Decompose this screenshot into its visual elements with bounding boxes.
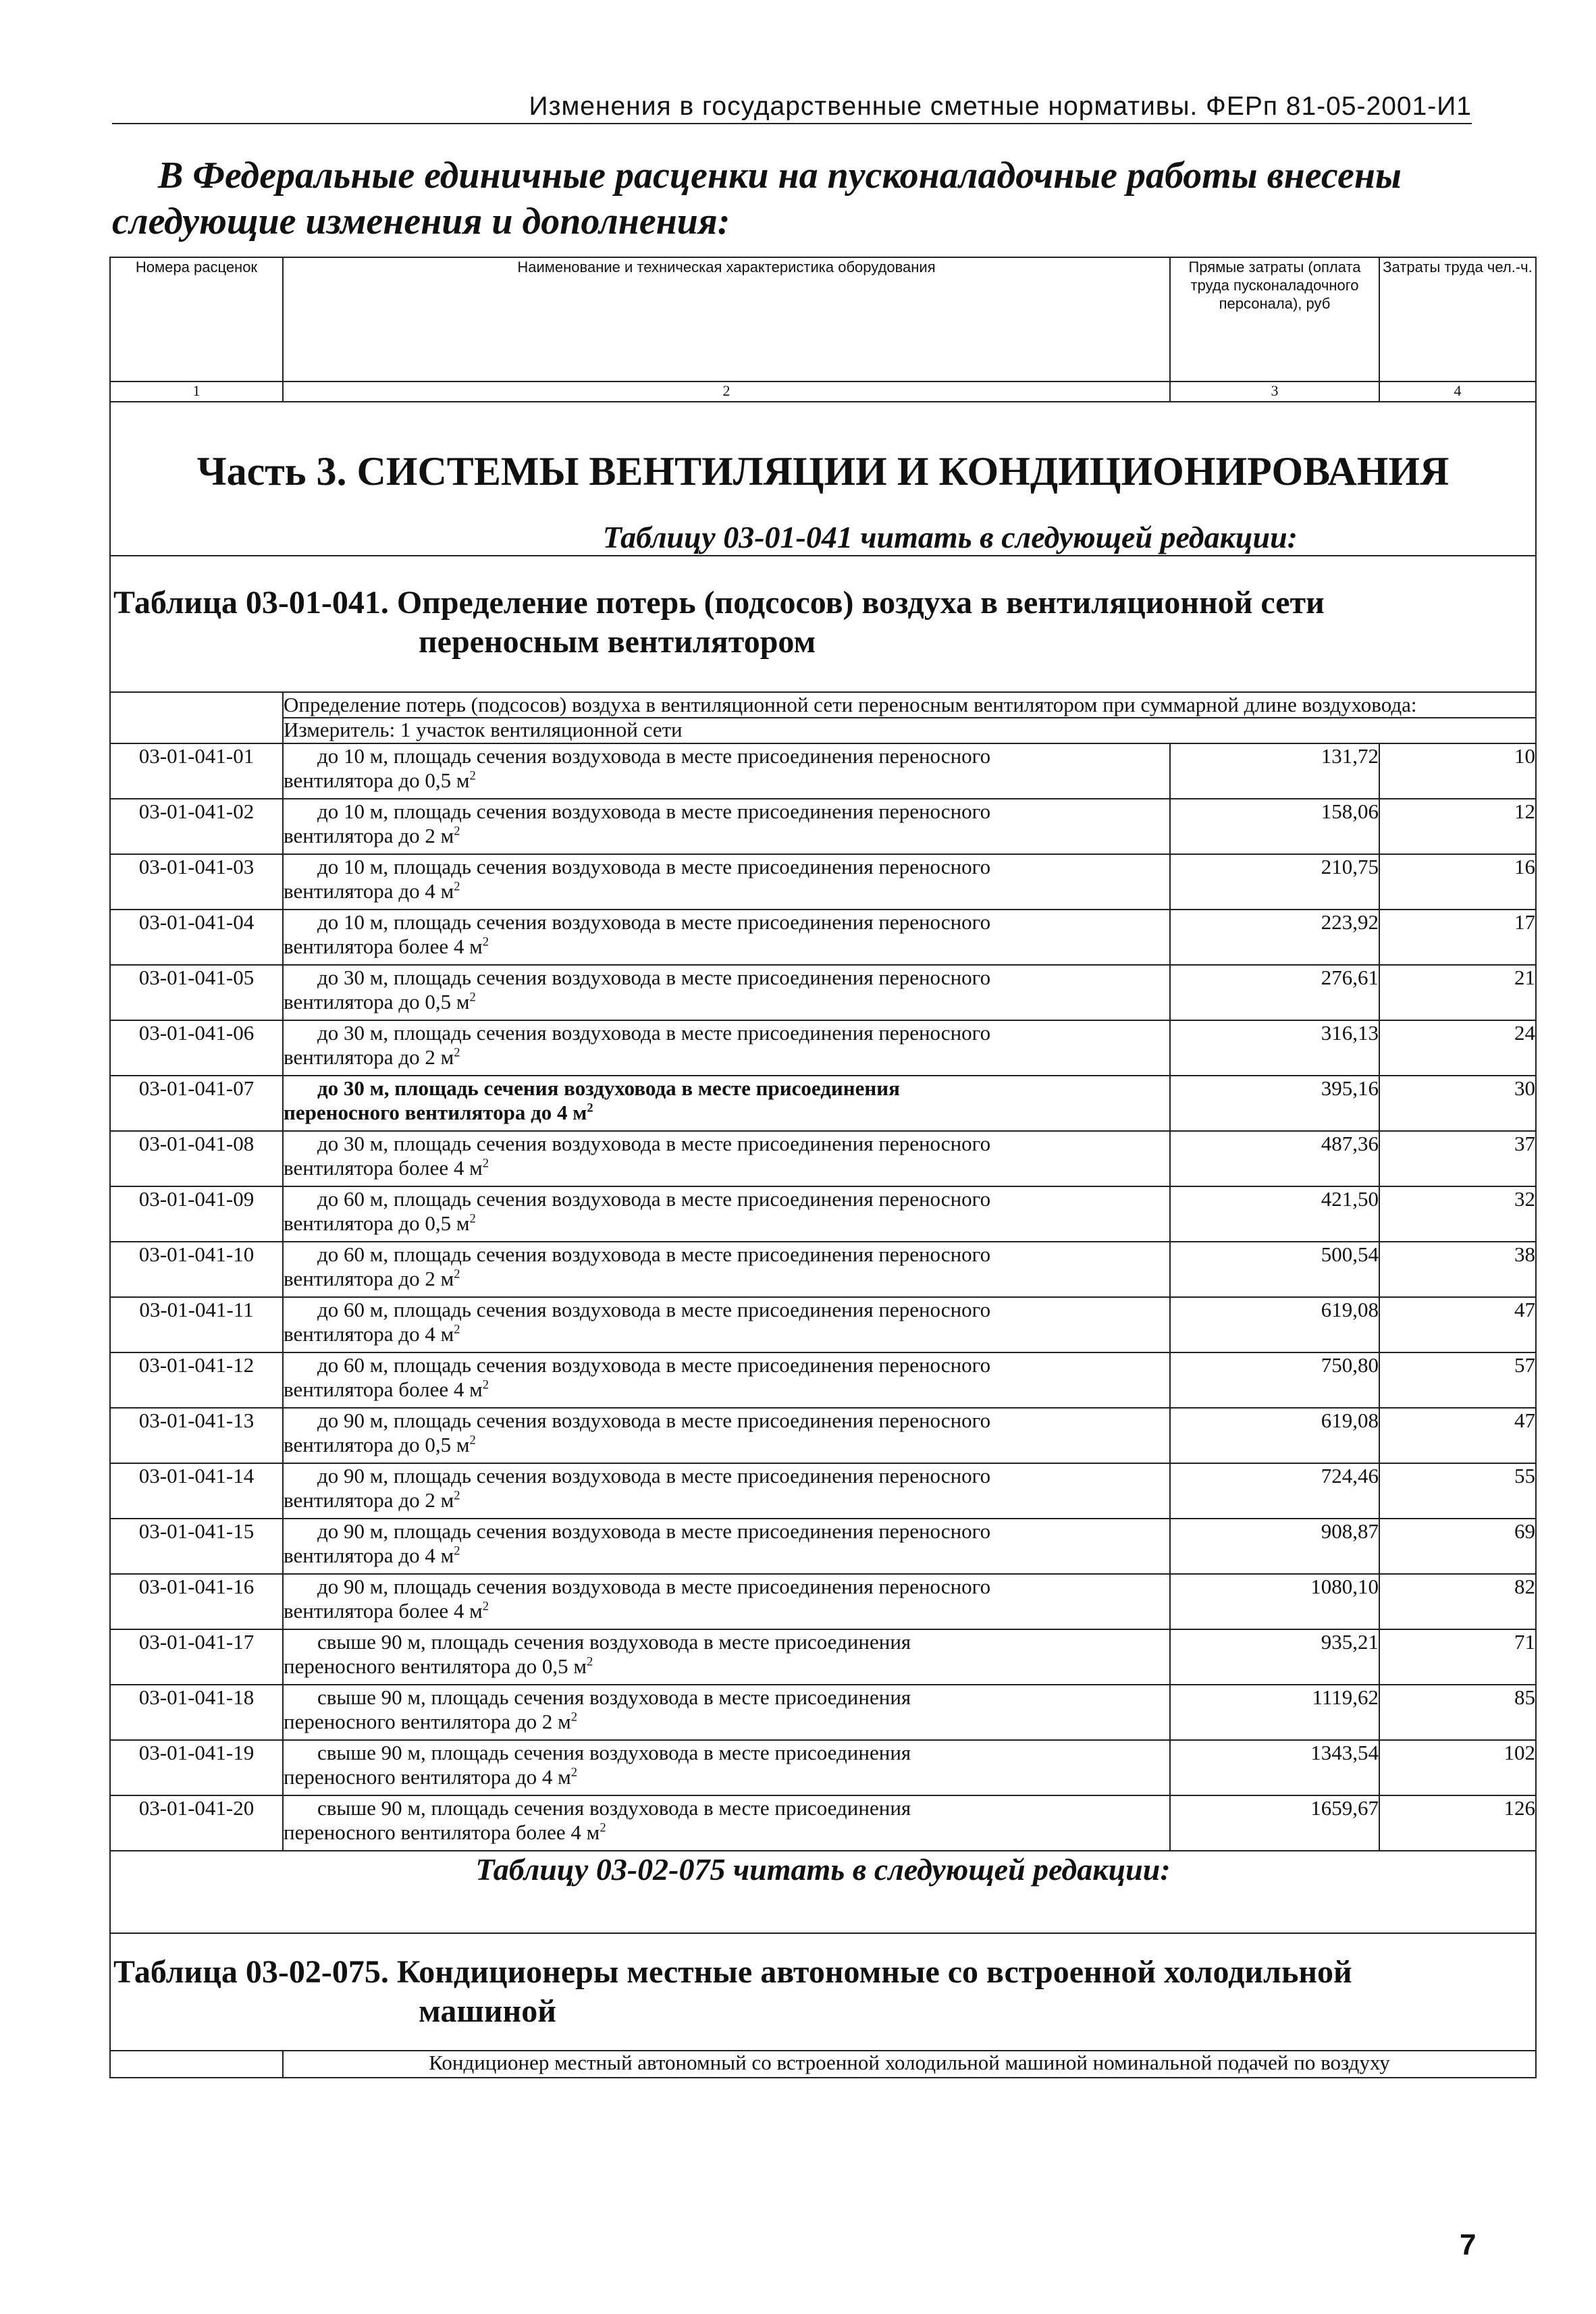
rate-description (283, 1242, 1170, 1297)
unit-superscript: 2 (587, 1101, 593, 1115)
rate-description (283, 1076, 1170, 1131)
labor-cost: 71 (1379, 1629, 1536, 1685)
col-header-name: Наименование и техническая характеристика оборудования (283, 257, 1170, 382)
rate-code: 03-01-041-07 (110, 1076, 283, 1131)
direct-cost: 1659,67 (1170, 1795, 1379, 1851)
unit-superscript: 2 (570, 1710, 578, 1725)
unit-superscript: 2 (469, 768, 476, 783)
direct-cost: 908,87 (1170, 1519, 1379, 1574)
table-row (110, 1020, 1536, 1076)
rate-code: 03-01-041-04 (110, 910, 283, 965)
rate-code: 03-01-041-01 (110, 743, 283, 799)
rate-description (283, 965, 1170, 1020)
direct-cost: 750,80 (1170, 1352, 1379, 1408)
rate-description-line1: до 90 м, площадь сечения воздуховода в месте присоединения переносного (317, 1519, 991, 1543)
rate-description-line1: свыше 90 м, площадь сечения воздуховода в месте присоединения (317, 1685, 911, 1709)
read-note-cell (110, 1851, 1536, 1933)
direct-cost: 724,46 (1170, 1463, 1379, 1519)
table-row (110, 1131, 1536, 1186)
rate-description-line2: вентилятора до 4 м (284, 1322, 454, 1346)
labor-cost: 47 (1379, 1408, 1536, 1463)
read-note-row (110, 1851, 1536, 1933)
table-row (110, 965, 1536, 1020)
col-header-codes: Номера расценок (110, 257, 283, 382)
table-row (110, 1076, 1536, 1131)
direct-cost: 316,13 (1170, 1020, 1379, 1076)
unit-superscript: 2 (454, 1267, 460, 1282)
direct-cost: 210,75 (1170, 854, 1379, 910)
table-row (110, 854, 1536, 910)
direct-cost: 1119,62 (1170, 1685, 1379, 1740)
rate-description-line2: переносного вентилятора до 4 м (284, 1765, 571, 1789)
rate-code: 03-01-041-03 (110, 854, 283, 910)
table-row (110, 1740, 1536, 1795)
rate-description (283, 910, 1170, 965)
rate-description-line2: вентилятора более 4 м (284, 1599, 483, 1623)
rate-description-line2: вентилятора до 2 м (284, 824, 454, 847)
table-title-cell (110, 556, 1536, 692)
rate-description-line1: до 30 м, площадь сечения воздуховода в месте присоединения (317, 1076, 900, 1100)
col-header-cost: Прямые затраты (оплата труда пусконаладочного персонала), руб (1170, 257, 1379, 382)
table2-title-row (110, 1933, 1536, 2051)
labor-cost: 16 (1379, 854, 1536, 910)
rate-description (283, 1131, 1170, 1186)
table-row (110, 1629, 1536, 1685)
rate-code: 03-01-041-11 (110, 1297, 283, 1352)
rate-description (283, 854, 1170, 910)
rate-description (283, 1408, 1170, 1463)
rate-description-line2: вентилятора до 4 м (284, 879, 454, 903)
labor-cost: 32 (1379, 1186, 1536, 1242)
rate-description (283, 1297, 1170, 1352)
table2-title-cell (110, 1933, 1536, 2051)
rate-description-line2: вентилятора более 4 м (284, 1156, 483, 1180)
table2-title (113, 1953, 1535, 2031)
labor-cost: 38 (1379, 1242, 1536, 1297)
unit-superscript: 2 (469, 990, 476, 1005)
rate-description-line2: переносного вентилятора до 0,5 м (284, 1654, 587, 1678)
rate-code: 03-01-041-06 (110, 1020, 283, 1076)
table-row (110, 1463, 1536, 1519)
rate-description-line2: вентилятора до 0,5 м (284, 1211, 470, 1235)
measure-unit: Измеритель: 1 участок вентиляционной сети (283, 718, 1536, 743)
unit-superscript: 2 (570, 1765, 578, 1780)
labor-cost: 57 (1379, 1352, 1536, 1408)
rate-description-line2: вентилятора до 0,5 м (284, 1433, 470, 1456)
rate-code: 03-01-041-02 (110, 799, 283, 854)
table-row (110, 743, 1536, 799)
unit-superscript: 2 (454, 1544, 460, 1558)
table-row (110, 1574, 1536, 1629)
labor-cost: 37 (1379, 1131, 1536, 1186)
rate-description-line1: свыше 90 м, площадь сечения воздуховода в месте присоединения (317, 1796, 911, 1820)
direct-cost: 276,61 (1170, 965, 1379, 1020)
description-row (110, 692, 1536, 718)
col-number: 2 (283, 382, 1170, 402)
labor-cost: 69 (1379, 1519, 1536, 1574)
rate-description-line1: до 30 м, площадь сечения воздуховода в месте присоединения переносного (317, 1021, 991, 1045)
table-row (110, 1186, 1536, 1242)
col-number: 4 (1379, 382, 1536, 402)
rate-description (283, 1186, 1170, 1242)
table-title-line1: Таблица 03-01-041. Определение потерь (подсосов) воздуха в вентиляционной сети (113, 585, 1325, 621)
description-spacer (110, 2051, 283, 2078)
rate-code: 03-01-041-19 (110, 1740, 283, 1795)
column-number-row (110, 382, 1536, 402)
rate-description-line1: до 60 м, площадь сечения воздуховода в месте присоединения переносного (317, 1187, 991, 1211)
rate-description-line2: переносного вентилятора до 2 м (284, 1710, 571, 1733)
rate-description-line1: до 30 м, площадь сечения воздуховода в месте присоединения переносного (317, 1132, 991, 1155)
col-number: 1 (110, 382, 283, 402)
rate-code: 03-01-041-20 (110, 1795, 283, 1851)
table-row (110, 1352, 1536, 1408)
rate-description-line2: вентилятора до 0,5 м (284, 990, 470, 1014)
rate-description-line1: до 60 м, площадь сечения воздуховода в месте присоединения переносного (317, 1242, 991, 1266)
table-row (110, 799, 1536, 854)
rate-description (283, 1352, 1170, 1408)
rate-description (283, 799, 1170, 854)
unit-superscript: 2 (482, 1156, 489, 1171)
read-note: Таблицу 03-01-041 читать в следующей редакции: (602, 520, 1298, 554)
table2-description-row (110, 2051, 1536, 2078)
table2-title-line2: машиной (419, 1993, 556, 2029)
table-row (110, 1297, 1536, 1352)
rate-description-line2: переносного вентилятора более 4 м (284, 1820, 600, 1844)
unit-superscript: 2 (600, 1820, 606, 1835)
rate-description-line2: вентилятора более 4 м (284, 1377, 483, 1401)
unit-superscript: 2 (454, 824, 460, 839)
labor-cost: 82 (1379, 1574, 1536, 1629)
table2-description: Кондиционер местный автономный со встроенной холодильной машиной номинальной подачей по воздуху (283, 2051, 1536, 2078)
rate-description-line1: до 90 м, площадь сечения воздуховода в месте присоединения переносного (317, 1409, 991, 1432)
rate-description-line2: вентилятора более 4 м (284, 935, 483, 958)
labor-cost: 21 (1379, 965, 1536, 1020)
rate-description-line1: до 60 м, площадь сечения воздуховода в месте присоединения переносного (317, 1353, 991, 1377)
table-description: Определение потерь (подсосов) воздуха в вентиляционной сети переносным вентилятором при суммарной длине воздуховода: (283, 692, 1536, 718)
column-header-row (110, 257, 1536, 382)
direct-cost: 619,08 (1170, 1297, 1379, 1352)
direct-cost: 1080,10 (1170, 1574, 1379, 1629)
rate-description-line1: до 30 м, площадь сечения воздуховода в месте присоединения переносного (317, 966, 991, 989)
read-note-2: Таблицу 03-02-075 читать в следующей редакции: (475, 1852, 1171, 1887)
rate-code: 03-01-041-14 (110, 1463, 283, 1519)
rate-description-line2: вентилятора до 2 м (284, 1488, 454, 1512)
table-row (110, 1519, 1536, 1574)
rate-description-line1: до 90 м, площадь сечения воздуховода в месте присоединения переносного (317, 1464, 991, 1488)
unit-superscript: 2 (454, 1045, 460, 1060)
labor-cost: 47 (1379, 1297, 1536, 1352)
table2-title-line1: Таблица 03-02-075. Кондиционеры местные автономные со встроенной холодильной (113, 1954, 1352, 1990)
rate-description-line1: свыше 90 м, площадь сечения воздуховода в месте присоединения (317, 1741, 911, 1764)
direct-cost: 500,54 (1170, 1242, 1379, 1297)
rate-description (283, 1463, 1170, 1519)
page-header: Изменения в государственные сметные нормативы. ФЕРп 81-05-2001-И1 (112, 92, 1472, 124)
labor-cost: 126 (1379, 1795, 1536, 1851)
measure-row (110, 718, 1536, 743)
part-title: Часть 3. СИСТЕМЫ ВЕНТИЛЯЦИИ И КОНДИЦИОНИРОВАНИЯ (196, 449, 1449, 494)
rate-code: 03-01-041-18 (110, 1685, 283, 1740)
direct-cost: 487,36 (1170, 1131, 1379, 1186)
unit-superscript: 2 (454, 1322, 460, 1337)
rate-description (283, 1685, 1170, 1740)
rate-description-line2: вентилятора до 2 м (284, 1045, 454, 1069)
unit-superscript: 2 (482, 1377, 489, 1392)
rate-description-line2: переносного вентилятора до 4 м (284, 1101, 587, 1124)
labor-cost: 17 (1379, 910, 1536, 965)
direct-cost: 619,08 (1170, 1408, 1379, 1463)
rate-description-line2: вентилятора до 0,5 м (284, 768, 470, 792)
table-row (110, 1685, 1536, 1740)
rate-code: 03-01-041-13 (110, 1408, 283, 1463)
direct-cost: 1343,54 (1170, 1740, 1379, 1795)
rate-description-line1: до 10 м, площадь сечения воздуховода в месте присоединения переносного (317, 910, 991, 934)
part-row (110, 402, 1536, 556)
labor-cost: 12 (1379, 799, 1536, 854)
direct-cost: 935,21 (1170, 1629, 1379, 1685)
direct-cost: 131,72 (1170, 743, 1379, 799)
rate-description (283, 743, 1170, 799)
direct-cost: 395,16 (1170, 1076, 1379, 1131)
unit-superscript: 2 (469, 1433, 476, 1448)
table-row (110, 910, 1536, 965)
labor-cost: 102 (1379, 1740, 1536, 1795)
table-row (110, 1242, 1536, 1297)
rate-description-line1: до 10 м, площадь сечения воздуховода в месте присоединения переносного (317, 855, 991, 878)
labor-cost: 10 (1379, 743, 1536, 799)
rate-description (283, 1740, 1170, 1795)
rate-description (283, 1519, 1170, 1574)
part-cell (110, 402, 1536, 556)
unit-superscript: 2 (454, 879, 460, 894)
rate-description (283, 1020, 1170, 1076)
unit-superscript: 2 (482, 1599, 489, 1614)
rates-table (109, 257, 1537, 2078)
labor-cost: 24 (1379, 1020, 1536, 1076)
rate-description-line1: свыше 90 м, площадь сечения воздуховода в месте присоединения (317, 1630, 911, 1654)
intro-heading: В Федеральные единичные расценки на пусконаладочные работы внесены следующие изменения и дополнения: (112, 155, 1402, 242)
rate-description-line1: до 10 м, площадь сечения воздуховода в месте присоединения переносного (317, 744, 991, 768)
direct-cost: 421,50 (1170, 1186, 1379, 1242)
rate-code: 03-01-041-16 (110, 1574, 283, 1629)
col-header-labor: Затраты труда чел.-ч. (1379, 257, 1536, 382)
rate-description-line2: вентилятора до 2 м (284, 1267, 454, 1290)
rate-code: 03-01-041-15 (110, 1519, 283, 1574)
table-row (110, 1408, 1536, 1463)
rate-code: 03-01-041-08 (110, 1131, 283, 1186)
unit-superscript: 2 (454, 1488, 460, 1503)
rate-description-line2: вентилятора до 4 м (284, 1544, 454, 1567)
page-number: 7 (1460, 2228, 1477, 2261)
rate-description-line1: до 90 м, площадь сечения воздуховода в месте присоединения переносного (317, 1575, 991, 1598)
unit-superscript: 2 (482, 935, 489, 949)
table-row (110, 1795, 1536, 1851)
rate-description (283, 1574, 1170, 1629)
labor-cost: 55 (1379, 1463, 1536, 1519)
table-title (113, 583, 1535, 662)
table-title-row (110, 556, 1536, 692)
rate-code: 03-01-041-12 (110, 1352, 283, 1408)
rate-description (283, 1795, 1170, 1851)
measure-spacer (110, 718, 283, 743)
rate-code: 03-01-041-10 (110, 1242, 283, 1297)
rate-description-line1: до 60 м, площадь сечения воздуховода в месте присоединения переносного (317, 1298, 991, 1321)
unit-superscript: 2 (586, 1654, 593, 1669)
rate-description (283, 1629, 1170, 1685)
rate-code: 03-01-041-09 (110, 1186, 283, 1242)
direct-cost: 223,92 (1170, 910, 1379, 965)
table-title-line2: переносным вентилятором (419, 624, 816, 660)
rate-code: 03-01-041-05 (110, 965, 283, 1020)
unit-superscript: 2 (469, 1211, 476, 1226)
direct-cost: 158,06 (1170, 799, 1379, 854)
rate-description-line1: до 10 м, площадь сечения воздуховода в месте присоединения переносного (317, 799, 991, 823)
rate-code: 03-01-041-17 (110, 1629, 283, 1685)
labor-cost: 30 (1379, 1076, 1536, 1131)
description-spacer (110, 692, 283, 718)
col-number: 3 (1170, 382, 1379, 402)
labor-cost: 85 (1379, 1685, 1536, 1740)
